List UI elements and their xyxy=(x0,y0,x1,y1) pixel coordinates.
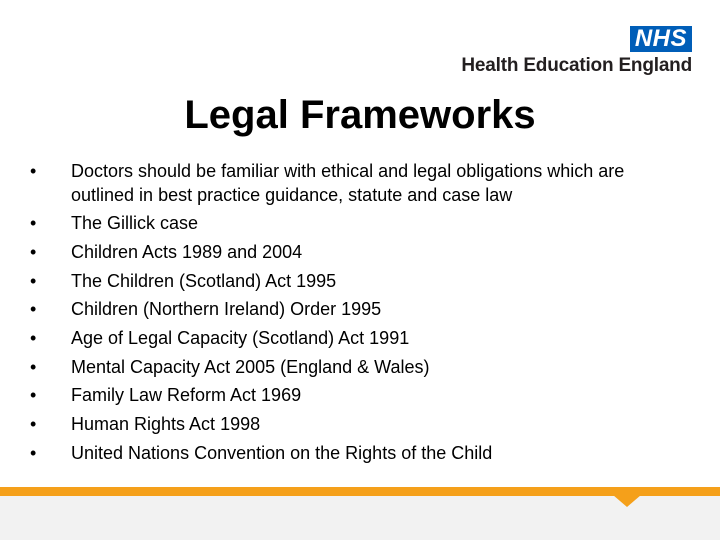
nhs-hee-logo xyxy=(461,26,692,76)
nhs-badge: NHS xyxy=(630,26,692,52)
bullet-icon: • xyxy=(30,356,37,377)
bullet-icon: • xyxy=(30,213,37,234)
bullet-item xyxy=(30,442,680,466)
bullet-text: Age of Legal Capacity (Scotland) Act 1991 xyxy=(71,327,410,348)
bullet-icon: • xyxy=(30,327,37,348)
bullet-item xyxy=(30,160,680,207)
slide-title: Legal Frameworks xyxy=(184,93,536,137)
bullet-list xyxy=(30,160,680,470)
bullet-item xyxy=(30,241,680,265)
bullet-item xyxy=(30,356,680,380)
bullet-item xyxy=(30,270,680,294)
bullet-text: The Gillick case xyxy=(71,213,199,234)
bullet-item xyxy=(30,384,680,408)
bullet-item xyxy=(30,327,680,351)
bullet-text: Children (Northern Ireland) Order 1995 xyxy=(71,299,382,320)
bullet-text: Human Rights Act 1998 xyxy=(71,414,261,434)
bullet-icon: • xyxy=(30,270,37,291)
bullet-icon: • xyxy=(30,299,37,320)
bullet-text: The Children (Scotland) Act 1995 xyxy=(71,270,337,291)
bullet-text: Family Law Reform Act 1969 xyxy=(71,385,302,406)
bullet-text: Doctors should be familiar with ethical and legal obligations which are outlined in best practice guidance, statute and case law xyxy=(71,161,625,205)
bullet-item xyxy=(30,413,680,437)
footer-band xyxy=(0,496,720,540)
bullet-icon: • xyxy=(30,442,37,463)
bullet-icon: • xyxy=(30,241,37,262)
organisation-name: Health Education England xyxy=(461,55,692,76)
bullet-item xyxy=(30,298,680,322)
bullet-icon: • xyxy=(30,161,37,181)
footer-notch-icon xyxy=(613,495,641,507)
bullet-text: Mental Capacity Act 2005 (England & Wales) xyxy=(71,356,430,377)
bullet-icon: • xyxy=(30,414,37,434)
footer-accent-bar xyxy=(0,487,720,496)
bullet-item xyxy=(30,212,680,236)
bullet-icon: • xyxy=(30,385,37,406)
bullet-text: Children Acts 1989 and 2004 xyxy=(71,241,303,262)
bullet-text: United Nations Convention on the Rights of the Child xyxy=(71,442,493,463)
